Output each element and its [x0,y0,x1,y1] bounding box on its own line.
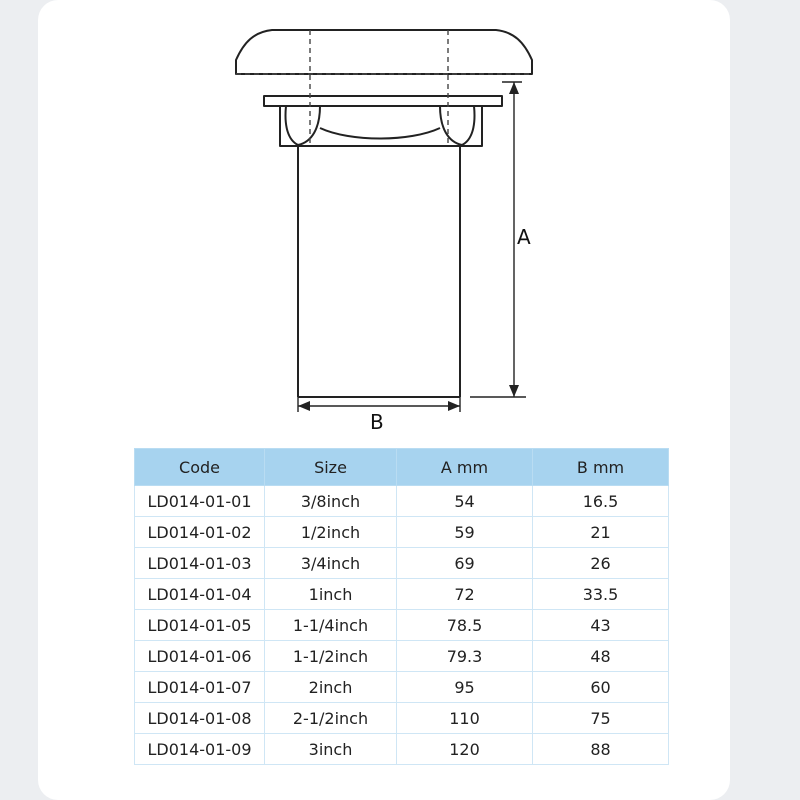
cell-b-mm: 21 [533,517,669,548]
cell-a-mm: 69 [397,548,533,579]
dim-b-arrow-left [298,401,310,411]
dimension-b-label: B [370,410,384,434]
cell-size: 2-1/2inch [265,703,397,734]
cell-code: LD014-01-05 [135,610,265,641]
table-row [135,517,669,548]
table-row [135,486,669,517]
cell-b-mm: 33.5 [533,579,669,610]
nut-hex-left [286,106,321,145]
header-size: Size [265,449,397,486]
cell-b-mm: 75 [533,703,669,734]
cell-size: 2inch [265,672,397,703]
cap-outline [236,30,532,74]
cell-size: 3/8inch [265,486,397,517]
cell-a-mm: 54 [397,486,533,517]
cell-a-mm: 59 [397,517,533,548]
cell-size: 1-1/2inch [265,641,397,672]
cell-b-mm: 16.5 [533,486,669,517]
cell-b-mm: 48 [533,641,669,672]
table-row [135,548,669,579]
table-row [135,610,669,641]
cell-code: LD014-01-04 [135,579,265,610]
cell-b-mm: 26 [533,548,669,579]
cell-a-mm: 78.5 [397,610,533,641]
cell-size: 1inch [265,579,397,610]
cell-code: LD014-01-09 [135,734,265,765]
header-b-mm: B mm [533,449,669,486]
header-a-mm: A mm [397,449,533,486]
cell-a-mm: 120 [397,734,533,765]
dimension-a-label: A [517,225,531,249]
dim-a-arrow-top [509,82,519,94]
dim-b-arrow-right [448,401,460,411]
cell-a-mm: 95 [397,672,533,703]
cell-code: LD014-01-08 [135,703,265,734]
cell-b-mm: 43 [533,610,669,641]
cell-size: 1-1/4inch [265,610,397,641]
cell-code: LD014-01-02 [135,517,265,548]
size-spec-table [134,448,669,765]
cell-size: 3/4inch [265,548,397,579]
cell-a-mm: 79.3 [397,641,533,672]
dim-a-arrow-bottom [509,385,519,397]
cell-size: 3inch [265,734,397,765]
cell-code: LD014-01-01 [135,486,265,517]
cell-a-mm: 72 [397,579,533,610]
cell-a-mm: 110 [397,703,533,734]
table-row [135,579,669,610]
cell-b-mm: 88 [533,734,669,765]
table-header-row [135,449,669,486]
header-code: Code [135,449,265,486]
nut-hex-right [440,106,475,145]
table-row [135,703,669,734]
cell-b-mm: 60 [533,672,669,703]
nut-hex-center [320,128,440,139]
table-row [135,734,669,765]
cell-code: LD014-01-07 [135,672,265,703]
table-row [135,672,669,703]
table-row [135,641,669,672]
cell-size: 1/2inch [265,517,397,548]
flange-plate [264,96,502,106]
cell-code: LD014-01-03 [135,548,265,579]
cell-code: LD014-01-06 [135,641,265,672]
